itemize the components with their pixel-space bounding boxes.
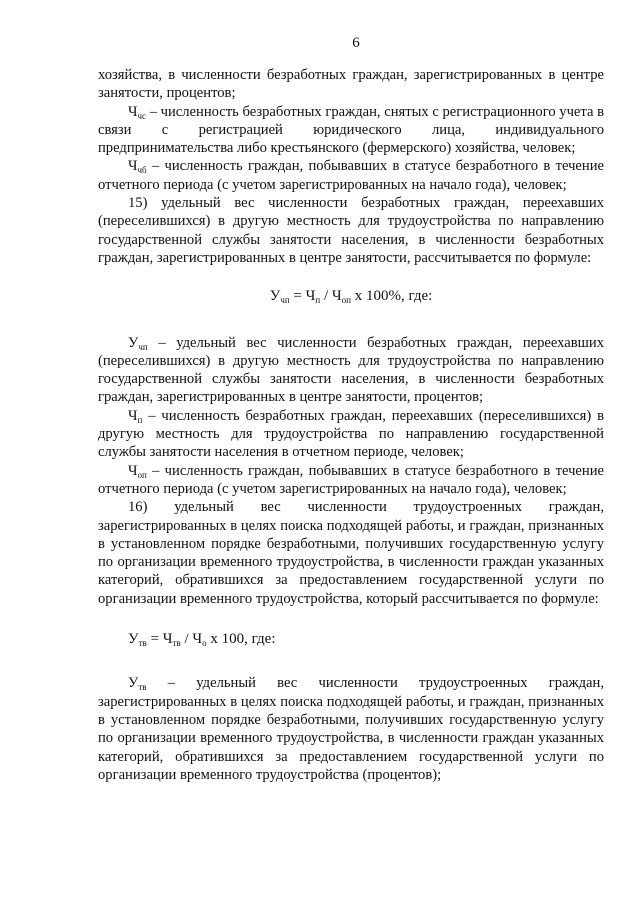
symbol: У — [128, 675, 139, 692]
symbol: Ч — [128, 462, 138, 479]
symbol: У — [128, 334, 139, 351]
symbol-subscript: тв — [138, 682, 147, 693]
definition-text: – численность граждан, побывавших в статусе безработного в течение отчетного периода (с учетом зарегистрированных на начало года), человек; — [98, 158, 604, 193]
symbol-subscript: чс — [137, 110, 147, 121]
symbol-subscript: п — [137, 414, 143, 425]
symbol-subscript: чб — [137, 165, 147, 176]
definition-chb — [98, 157, 604, 194]
symbol-subscript: чп — [138, 341, 148, 352]
symbol: Ч — [128, 407, 138, 424]
formula-uchp: $У_{чп} = Ч_п / Ч_{оп}$ х 100%, где: — [269, 288, 433, 306]
definition-text: – удельный вес численности трудоустроенных граждан, зарегистрированных в целях поиска подходящей работы, и граждан, признанных в установленном порядке безработными, получивших государственную услугу по организации временного трудоустройства, в численности граждан указанных категорий, обратившихся за предоставлением государственной услуги по организации временного трудоустройства (процентов); — [98, 675, 604, 783]
item-16: 16) удельный вес численности трудоустроенных граждан, зарегистрированных в целях поиска подходящей работы, и граждан, признанных в установленном порядке безработными, получивших государственную услугу по организации временного трудоустройства, в численности граждан указанных категорий, обратившихся за предоставлением государственной услуги по организации временного трудоустройства, который рассчитывается по формуле: — [98, 499, 604, 607]
definition-utv — [98, 674, 604, 784]
symbol: Ч — [128, 103, 138, 120]
item-15: 15) удельный вес численности безработных граждан, переехавших (переселившихся) в другую местность для трудоустройства по направлению государственной службы занятости населения, в численности безработных граждан, зарегистрированных в центре занятости, рассчитывается по формуле: — [98, 195, 604, 266]
definition-chop — [98, 462, 604, 499]
symbol-subscript: оп — [137, 469, 147, 480]
paragraph-continuation: хозяйства, в численности безработных граждан, зарегистрированных в центре занятости, процентов; — [98, 67, 604, 102]
definition-text: – удельный вес численности безработных граждан, переехавших (переселившихся) в другую местность для трудоустройства по направлению государственной службы занятости населения, в численности безработных граждан, зарегистрированных в центре занятости, процентов; — [98, 334, 604, 406]
document-page — [98, 34, 604, 784]
definition-chp — [98, 407, 604, 462]
formula-utv: $У_{тв} = Ч_{тв} / Ч_о$ х 100, где: — [128, 631, 276, 649]
page-number: 6 — [352, 35, 360, 51]
definition-text: – численность безработных граждан, снятых с регистрационного учета в связи с регистрацией юридического лица, индивидуального предпринимательства либо крестьянского (фермерского) хозяйства, человек; — [98, 103, 604, 157]
definition-text: – численность безработных граждан, переехавших (переселившихся) в другую местность для трудоустройства по направлению государственной службы занятости населения в отчетном периоде, человек; — [98, 407, 604, 461]
definition-text: – численность граждан, побывавших в статусе безработного в течение отчетного периода (с учетом зарегистрированных на начало года), человек; — [98, 462, 604, 497]
symbol: Ч — [128, 158, 138, 175]
definition-uchp — [98, 334, 604, 407]
definition-chs — [98, 103, 604, 158]
